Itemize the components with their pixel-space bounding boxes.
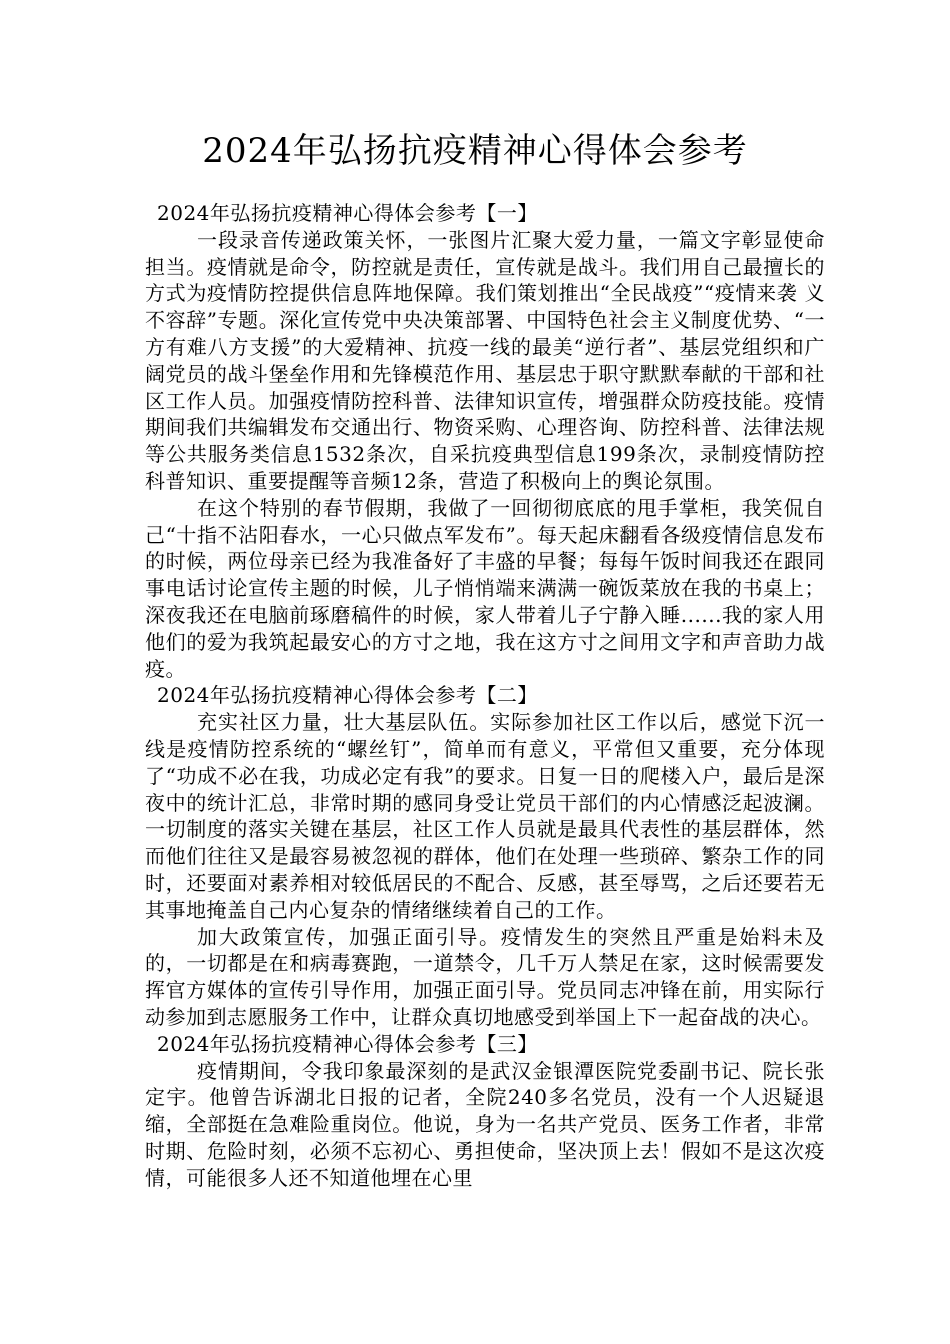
paragraph: 充实社区力量，壮大基层队伍。实际参加社区工作以后，感觉下沉一线是疫情防控系统的“螺丝钉”，简单而有意义，平常但又重要，充分体现了“功成不必在我，功成必定有我”的要求。日复一日的爬楼入户，最后是深夜中的统计汇总，非常时期的感同身受让党员干部们的内心情感泛起波澜。一切制度的落实关键在基层，社区工作人员就是最具代表性的基层群体，然而他们往往又是最容易被忽视的群体，他们在处理一些琐碎、繁杂工作的同时，还要面对素养相对较低居民的不配合、反感，甚至辱骂，之后还要若无其事地掩盖自己内心复杂的情绪继续着自己的工作。 <box>145 710 825 922</box>
section-heading: 2024年弘扬抗疫精神心得体会参考【一】 <box>157 201 538 225</box>
document-body <box>145 200 825 1191</box>
section-heading: 2024年弘扬抗疫精神心得体会参考【二】 <box>157 683 538 708</box>
paragraph: 加大政策宣传，加强正面引导。疫情发生的突然且严重是始料未及的，一切都是在和病毒赛跑，一道禁令，几千万人禁足在家，这时候需要发挥官方媒体的宣传引导作用，加强正面引导。党员同志冲锋在前，用实际行动参加到志愿服务工作中，让群众真切地感受到举国上下一起奋战的决心。 <box>145 924 825 1029</box>
page-title: 2024年弘扬抗疫精神心得体会参考 <box>202 131 748 171</box>
paragraph: 在这个特别的春节假期，我做了一回彻彻底底的甩手掌柜，我笑侃自己“十指不沾阳春水，一心只做点军发布”。每天起床翻看各级疫情信息发布的时候，两位母亲已经为我准备好了丰盛的早餐；每每午饭时间我还在跟同事电话讨论宣传主题的时候，儿子悄悄端来满满一碗饭菜放在我的书桌上；深夜我还在电脑前琢磨稿件的时候，家人带着儿子宁静入睡......我的家人用他们的爱为我筑起最安心的方寸之地，我在这方寸之间用文字和声音助力战疫。 <box>145 495 825 681</box>
paragraph: 疫情期间，令我印象最深刻的是武汉金银潭医院党委副书记、院长张定宇。他曾告诉湖北日报的记者，全院240多名党员，没有一个人迟疑退缩，全部挺在急难险重岗位。他说，身为一名共产党员、医务工作者，非常时期、危险时刻，必须不忘初心、勇担使命，坚决顶上去！假如不是这次疫情，可能很多人还不知道他埋在心里 <box>145 1058 825 1190</box>
section-2 <box>145 682 825 1030</box>
section-heading: 2024年弘扬抗疫精神心得体会参考【三】 <box>157 1031 538 1056</box>
section-1 <box>145 200 825 682</box>
paragraph: 一段录音传递政策关怀，一张图片汇聚大爱力量，一篇文字彰显使命担当。疫情就是命令，防控就是责任，宣传就是战斗。我们用自己最擅长的方式为疫情防控提供信息阵地保障。我们策划推出“全民战疫”“疫情来袭 义不容辞”专题。深化宣传党中央决策部署、中国特色社会主义制度优势、“一方有难八方支援”的大爱精神、抗疫一线的最美“逆行者”、基层党组织和广阔党员的战斗堡垒作用和先锋模范作用、基层忠于职守默默奉献的干部和社区工作人员。加强疫情防控科普、法律知识宣传，增强群众防疫技能。疫情期间我们共编辑发布交通出行、物资采购、心理咨询、防控科普、法律法规等公共服务类信息1532条次，自采抗疫典型信息199条次，录制疫情防控科普知识、重要提醒等音频12条，营造了积极向上的舆论氛围。 <box>145 227 825 493</box>
section-3 <box>145 1031 825 1192</box>
